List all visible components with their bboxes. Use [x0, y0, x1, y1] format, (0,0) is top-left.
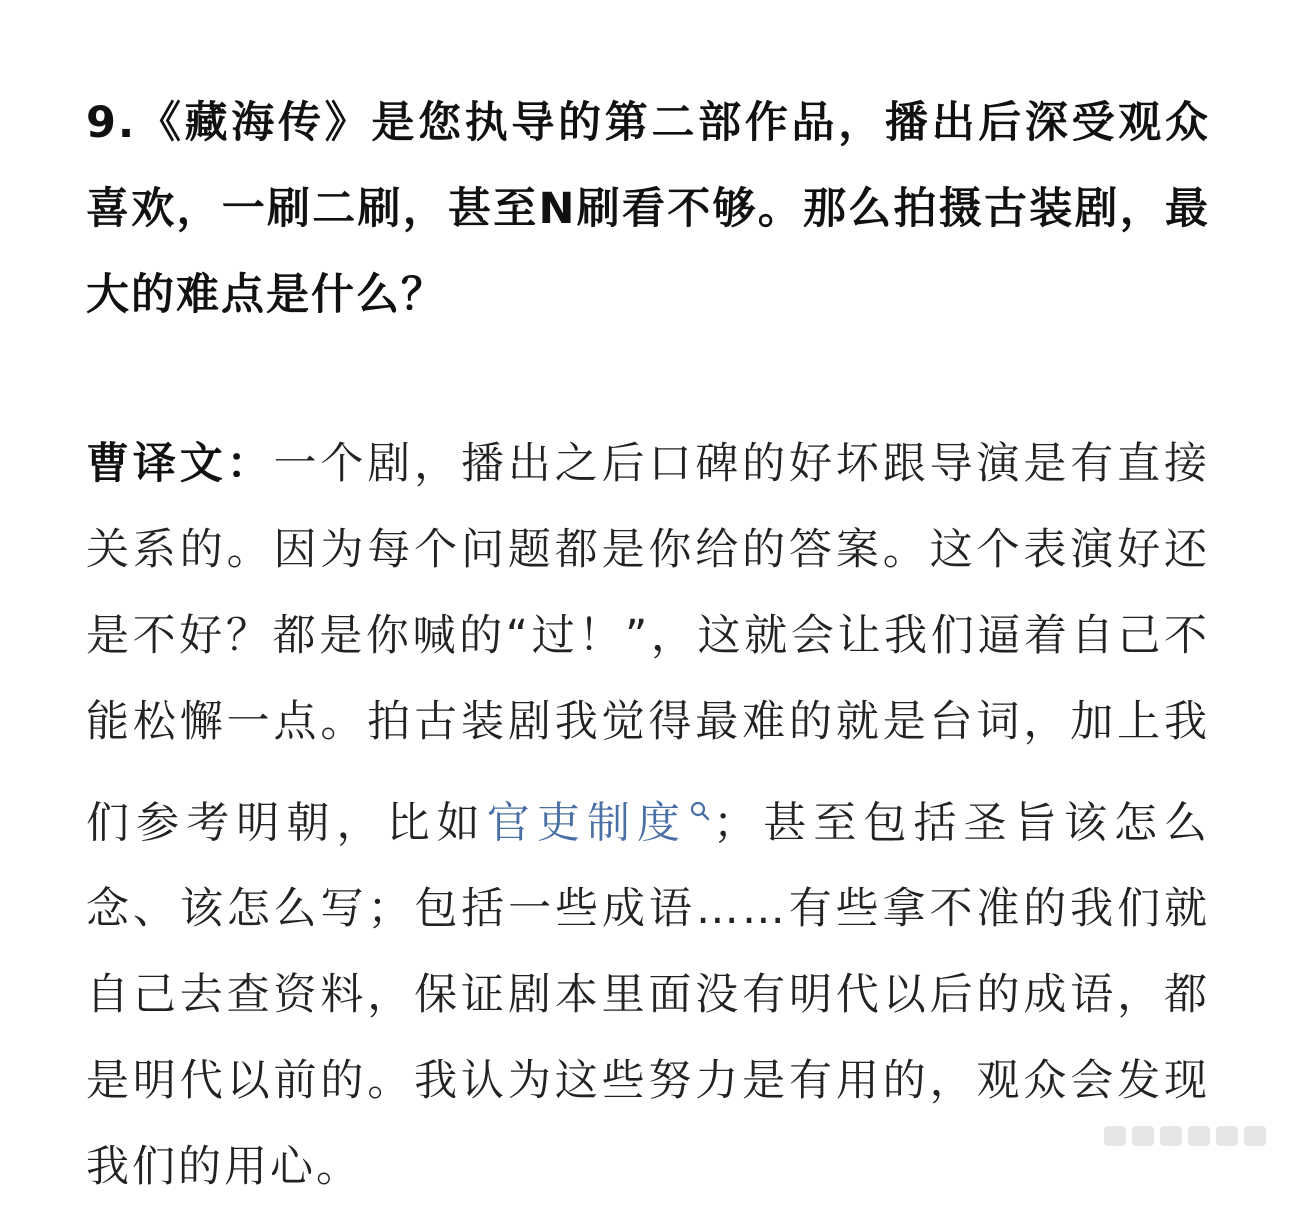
question-paragraph: 9.《藏海传》是您执导的第二部作品，播出后深受观众喜欢，一刷二刷，甚至N刷看不够。那么拍摄古装剧，最大的难点是什么？ — [86, 98, 1210, 320]
search-icon[interactable] — [689, 765, 711, 787]
answer-text-part-1: 一个剧，播出之后口碑的好坏跟导演是有直接关系的。因为每个问题都是你给的答案。这个表演好还是不好？都是你喊的“过！”，这就会让我们逼着自己不能松懈一点。拍古装剧我觉得最难的就是台词，加上我们参考明朝，比如 — [86, 439, 1211, 849]
search-link-official-system[interactable]: 官吏制度 — [486, 798, 688, 849]
watermark-mark — [1104, 1126, 1266, 1146]
answer-text-part-2: ；甚至包括圣旨该怎么念、该怎么写；包括一些成语……有些拿不准的我们就自己去查资料，保证剧本里面没有明代以后的成语，都是明代以前的。我认为这些努力是有用的，观众会发现我们的用心。 — [86, 798, 1211, 1193]
watermark — [1050, 1114, 1280, 1154]
speaker-label: 曹译文： — [86, 439, 274, 489]
answer-paragraph — [86, 421, 1210, 1210]
article — [86, 80, 1210, 1210]
